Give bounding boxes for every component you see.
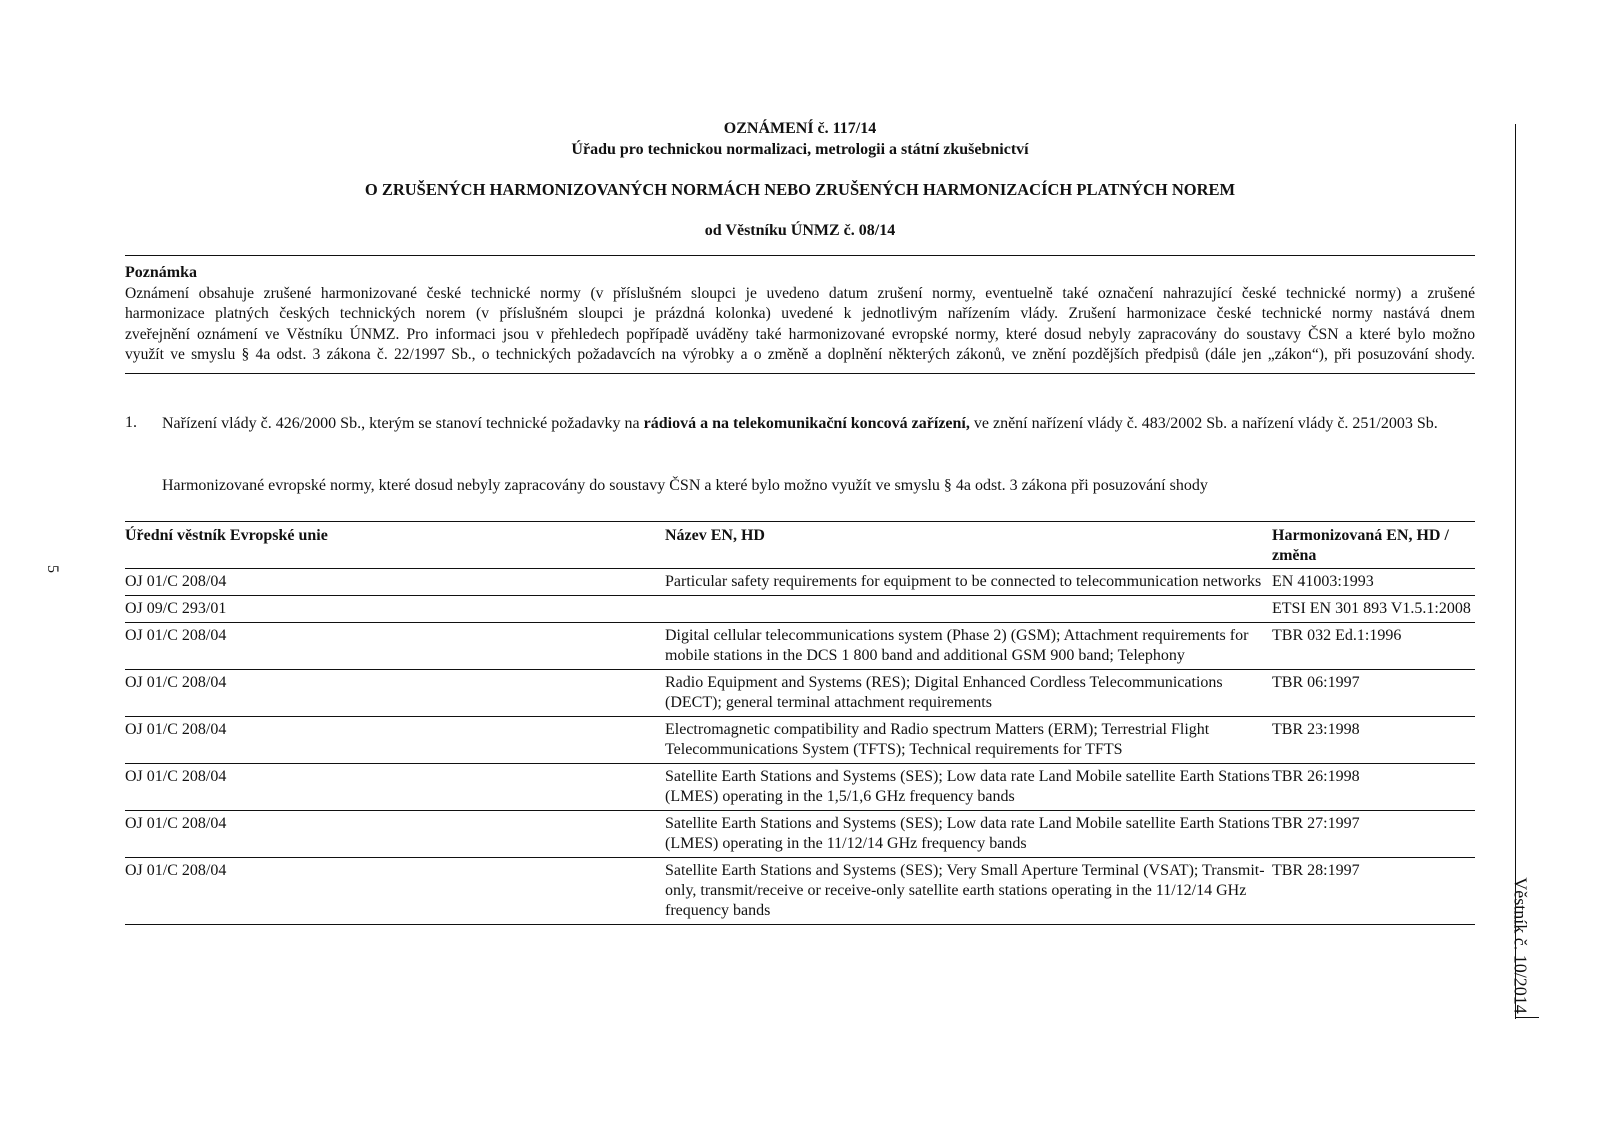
cell-name bbox=[665, 596, 1272, 623]
note-heading: Poznámka bbox=[125, 264, 197, 281]
standards-table bbox=[125, 521, 1475, 925]
cell-oj: OJ 09/C 293/01 bbox=[125, 600, 227, 617]
cell-oj: OJ 01/C 208/04 bbox=[125, 573, 227, 590]
cell-name: Particular safety requirements for equipment to be connected to telecommunication networks bbox=[665, 573, 1262, 590]
cell-oj: OJ 01/C 208/04 bbox=[125, 627, 227, 644]
section-number: 1. bbox=[125, 414, 137, 431]
document-title: OZNÁMENÍ č. 117/14 bbox=[723, 120, 877, 137]
section-regulation bbox=[162, 414, 1464, 435]
table-header-row bbox=[125, 522, 1475, 569]
publication-label: Věstník č. 10/2014 bbox=[1510, 877, 1531, 1014]
cell-oj: OJ 01/C 208/04 bbox=[125, 674, 227, 691]
note-line-2: harmonizace platných českých technických norem (v příslušném sloupci je prázdná kolonka) uvedené k jednotlivým nařízením vlády. Zrušení harmonizace české technické normy nastává dnem bbox=[125, 305, 1475, 322]
cell-name: Electromagnetic compatibility and Radio spectrum Matters (ERM); Terrestrial Flight Telecommunications System (TFTS); Technical requirements for TFTS bbox=[665, 721, 1210, 758]
section-subtitle: Harmonizované evropské normy, které dosud nebyly zapracovány do soustavy ČSN a které bylo možno využít ve smyslu § 4a odst. 3 zákona při posuzování shody bbox=[162, 477, 1208, 494]
document-subject: O ZRUŠENÝCH HARMONIZOVANÝCH NORMÁCH NEBO ZRUŠENÝCH HARMONIZACÍCH PLATNÝCH NOREM bbox=[364, 180, 1236, 199]
table-row bbox=[125, 623, 1475, 670]
rule-note-bottom bbox=[125, 373, 1475, 374]
note-line-3: zveřejnění oznámení ve Věstníku ÚNMZ. Pro informaci jsou v přehledech popřípadě uváděny také harmonizované evropské normy, které dosud nebyly zapracovány do soustavy ČSN a které bylo možno bbox=[125, 325, 1475, 343]
table-row bbox=[125, 569, 1475, 596]
cell-harm: TBR 032 Ed.1:1996 bbox=[1272, 627, 1402, 644]
table-row bbox=[125, 764, 1475, 811]
cell-harm: EN 41003:1993 bbox=[1272, 573, 1374, 590]
cell-harm: ETSI EN 301 893 V1.5.1:2008 bbox=[1272, 600, 1471, 617]
cell-name: Satellite Earth Stations and Systems (SES); Very Small Aperture Terminal (VSAT); Transmit-only, transmit/receive or receive-only satellite earth stations operating in the 11/12/14 GHz frequency bands bbox=[665, 862, 1265, 919]
page-number: 5 bbox=[44, 565, 61, 573]
cell-harm: TBR 28:1997 bbox=[1272, 862, 1360, 879]
cell-name: Digital cellular telecommunications system (Phase 2) (GSM); Attachment requirements for mobile stations in the DCS 1 800 band and additional GSM 900 band; Telephony bbox=[665, 627, 1249, 664]
cell-name: Satellite Earth Stations and Systems (SES); Low data rate Land Mobile satellite Earth Stations (LMES) operating in the 11/12/14 GHz frequency bands bbox=[665, 815, 1270, 852]
table-row bbox=[125, 811, 1475, 858]
section-text-after: ve znění nařízení vlády č. 483/2002 Sb. a nařízení vlády č. 251/2003 Sb. bbox=[973, 415, 1438, 432]
cell-oj: OJ 01/C 208/04 bbox=[125, 768, 227, 785]
header-harm: Harmonizovaná EN, HD / změna bbox=[1272, 527, 1449, 564]
authority-name: Úřadu pro technickou normalizaci, metrologii a státní zkušebnictví bbox=[571, 141, 1029, 158]
cell-oj: OJ 01/C 208/04 bbox=[125, 862, 227, 879]
note-block bbox=[125, 263, 1475, 366]
section-text-bold: rádiová a na telekomunikační koncová zařízení, bbox=[643, 415, 970, 432]
table-row bbox=[125, 596, 1475, 623]
table-row bbox=[125, 670, 1475, 717]
since-bulletin: od Věstníku ÚNMZ č. 08/14 bbox=[704, 222, 896, 239]
publication-rule bbox=[1515, 1017, 1539, 1018]
rule-top bbox=[125, 255, 1475, 256]
header-name: Název EN, HD bbox=[665, 527, 765, 544]
cell-harm: TBR 27:1997 bbox=[1272, 815, 1360, 832]
note-line-4: využít ve smyslu § 4a odst. 3 zákona č. 22/1997 Sb., o technických požadavcích na výrobky a o změně a doplnění některých zákonů, ve znění pozdějších předpisů (dále jen „zákon“), při posuzování shody. bbox=[125, 346, 1475, 363]
table-row bbox=[125, 858, 1475, 925]
cell-harm: TBR 23:1998 bbox=[1272, 721, 1360, 738]
section-text-before: Nařízení vlády č. 426/2000 Sb., kterým se stanoví technické požadavky na bbox=[162, 415, 640, 432]
cell-harm: TBR 26:1998 bbox=[1272, 768, 1360, 785]
note-line-1: Oznámení obsahuje zrušené harmonizované české technické normy (v příslušném sloupci je uvedeno datum zrušení normy, eventuelně také označení nahrazující české technické normy) a zrušené bbox=[125, 284, 1475, 302]
header-oj: Úřední věstník Evropské unie bbox=[125, 527, 328, 544]
cell-oj: OJ 01/C 208/04 bbox=[125, 721, 227, 738]
cell-name: Radio Equipment and Systems (RES); Digital Enhanced Cordless Telecommunications (DECT); general terminal attachment requirements bbox=[665, 674, 1223, 711]
cell-oj: OJ 01/C 208/04 bbox=[125, 815, 227, 832]
table-row bbox=[125, 717, 1475, 764]
cell-name: Satellite Earth Stations and Systems (SES); Low data rate Land Mobile satellite Earth Stations (LMES) operating in the 1,5/1,6 GHz frequency bands bbox=[665, 768, 1270, 805]
cell-harm: TBR 06:1997 bbox=[1272, 674, 1360, 691]
